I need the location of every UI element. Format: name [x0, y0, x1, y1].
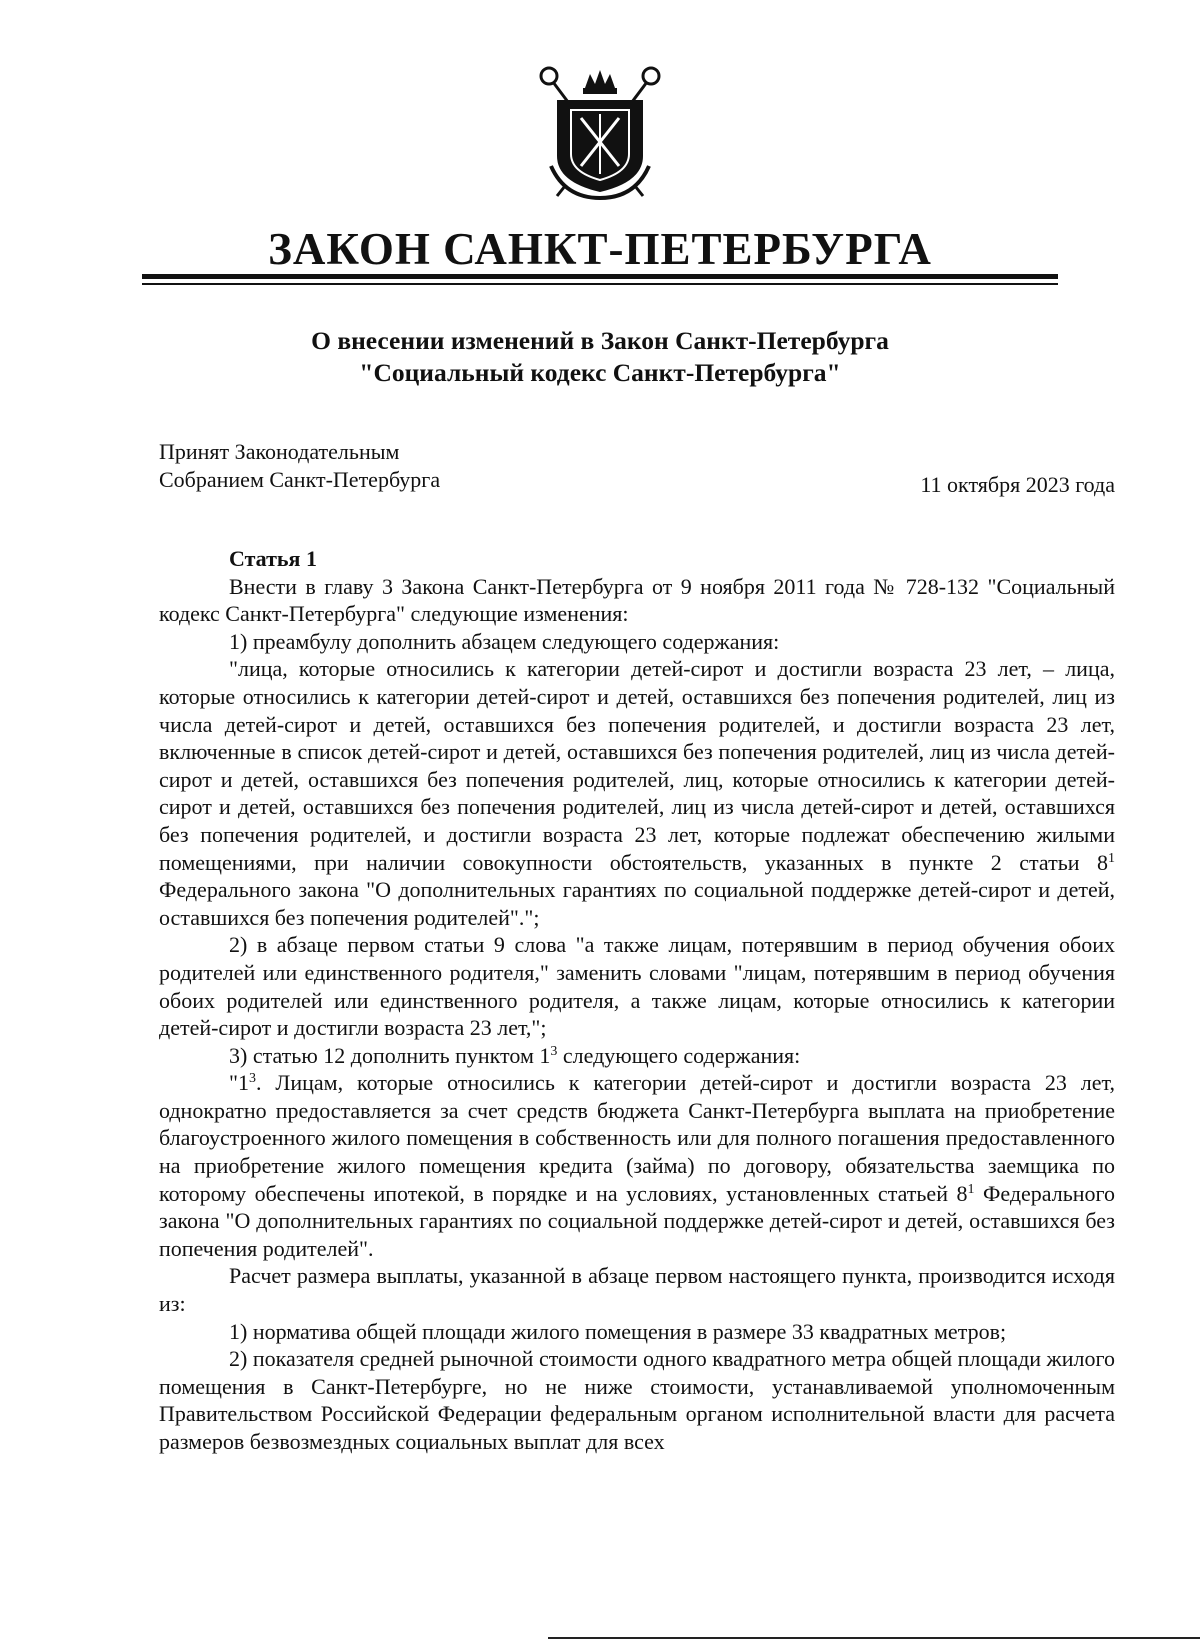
coat-of-arms-emblem [535, 66, 665, 200]
law-body [159, 545, 1115, 1456]
title-underline-thin [142, 283, 1058, 285]
calculation-item-1: 1) норматива общей площади жилого помещения в размере 33 квадратных метров; [229, 1318, 1007, 1344]
subtitle-line-2: "Социальный кодекс Санкт-Петербурга" [359, 358, 841, 387]
subtitle-line-1: О внесении изменений в Закон Санкт-Петербурга [311, 326, 889, 355]
item-3-superscript: 3 [550, 1043, 558, 1059]
amendment-item-2: 2) в абзаце первом статьи 9 слова "а также лицам, потерявшим в период обучения обоих родителей или единственного родителя," заменить словами "лицам, потерявшим в период обучения обоих родителей или единственного родителя, а также лицам, которые относились к категории детей-сирот и достигли возраста 23 лет,"; [159, 932, 1115, 1041]
point-superscript: 3 [248, 1071, 256, 1087]
point-part-a: "1 [229, 1070, 249, 1096]
title-underline-thick [142, 274, 1058, 279]
new-point-text [159, 1069, 1115, 1262]
item-3-part-a: 3) статью 12 дополнить пунктом 1 [229, 1042, 551, 1068]
point-part-b: . Лицам, которые относились к категории детей-сирот и достигли возраста 23 лет, однократно предоставляется за счет средств бюджета Санкт-Петербурга выплата на приобретение благоустроенного жилого помещения в собственность или для полного погашения предоставленного на приобретение жилого помещения кредита (займа) по договору, обязательства заемщика по которому обеспечены ипотекой, в порядке и на условиях, установленных статьей 8 [159, 1070, 1115, 1206]
item-1-text-part-b: Федерального закона "О дополнительных гарантиях по социальной поддержке детей-сирот и детей, оставшихся без попечения родителей"."; [159, 877, 1115, 930]
amendment-item-3 [159, 1042, 1115, 1070]
amendment-item-1-text [159, 655, 1115, 931]
item-1-superscript: 1 [1108, 850, 1115, 866]
article-heading: Статья 1 [229, 546, 317, 571]
adoption-date: 11 октября 2023 года [920, 472, 1115, 497]
adoption-line-2: Собранием Санкт-Петербурга [159, 467, 441, 492]
point-part-c: Федерального закона "О дополнительных гарантиях по социальной поддержке детей-сирот и детей, оставшихся без попечения родителей". [159, 1180, 1115, 1261]
item-1-text-part-a: "лица, которые относились к категории детей-сирот и достигли возраста 23 лет, – лица, которые относились к категории детей-сирот и детей, оставшихся без попечения родителей, лиц из числа детей-сирот и детей, оставшихся без попечения родителей, и достигли возраста 23 лет, включенные в список детей-сирот и детей, оставшихся без попечения родителей, лиц из числа детей-сирот и детей, оставшихся без попечения родителей, лиц, которые относились к категории детей-сирот и детей, оставшихся без попечения родителей, лиц из числа детей-сирот и детей, оставшихся без попечения родителей, и достигли возраста 23 лет, которые подлежат обеспечению жилыми помещениями, при наличии совокупности обстоятельств, указанных в пункте 2 статьи 8 [159, 656, 1115, 875]
adoption-statement [159, 438, 440, 494]
adoption-line-1: Принят Законодательным [159, 439, 400, 464]
amendment-item-1: 1) преамбулу дополнить абзацем следующего содержания: [229, 628, 780, 654]
article-intro: Внести в главу 3 Закона Санкт-Петербурга от 9 ноября 2011 года № 728-132 "Социальный кодекс Санкт-Петербурга" следующие изменения: [159, 573, 1115, 627]
item-3-part-b: следующего содержания: [557, 1042, 801, 1068]
calculation-intro: Расчет размера выплаты, указанной в абзаце первом настоящего пункта, производится исходя из: [159, 1263, 1115, 1317]
document-title: ЗАКОН САНКТ-ПЕТЕРБУРГА [268, 224, 932, 274]
page-bottom-line [548, 1637, 1200, 1639]
point-superscript-2: 1 [967, 1181, 975, 1197]
document-subtitle [0, 325, 1200, 389]
calculation-item-2: 2) показателя средней рыночной стоимости одного квадратного метра общей площади жилого помещения в Санкт-Петербурге, но не ниже стоимости, устанавливаемой уполномоченным Правительством Российской Федерации федеральным органом исполнительной власти для расчета размеров безвозмездных социальных выплат для всех [159, 1346, 1115, 1454]
